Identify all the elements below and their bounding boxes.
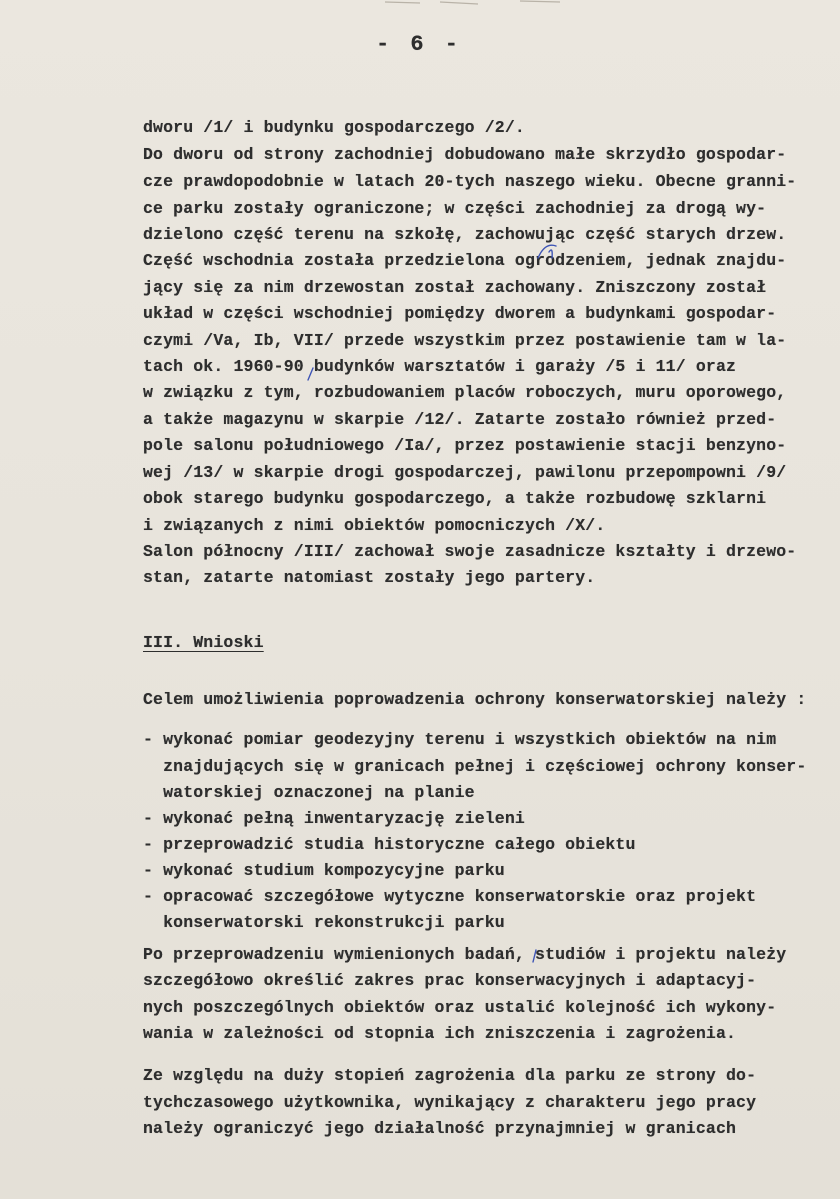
body-line: ce parku zostały ograniczone; w części zachodniej za drogą wy- (143, 199, 767, 218)
body-line: pole salonu południowego /Ia/, przez postawienie stacji benzyno- (143, 436, 787, 455)
paragraph-line: należy ograniczyć jego działalność przynajmniej w granicach (143, 1119, 737, 1138)
paragraph-line: nych poszczególnych obiektów oraz ustalić kolejność ich wykony- (143, 998, 777, 1017)
body-line: w związku z tym, rozbudowaniem placów roboczych, muru oporowego, (143, 383, 787, 402)
paragraph-line: szczegółowo określić zakres prac konserwacyjnych i adaptacyj- (143, 971, 757, 990)
list-item: znajdujących się w granicach pełnej i częściowej ochrony konser- (143, 757, 807, 776)
body-line: cze prawdopodobnie w latach 20-tych naszego wieku. Obecne granni- (143, 172, 797, 191)
body-line: stan, zatarte natomiast zostały jego partery. (143, 568, 596, 587)
body-line: tach ok. 1960-90 budynków warsztatów i garaży /5 i 11/ oraz (143, 357, 737, 376)
body-line: Salon północny /III/ zachował swoje zasadnicze kształty i drzewo- (143, 542, 797, 561)
list-item: - opracować szczegółowe wytyczne konserwatorskie oraz projekt (143, 887, 757, 906)
list-item: - przeprowadzić studia historyczne całego obiektu (143, 835, 636, 854)
page-number: - 6 - (376, 32, 463, 57)
body-line: wej /13/ w skarpie drogi gospodarczej, pawilonu przepompowni /9/ (143, 463, 787, 482)
body-line: dworu /1/ i budynku gospodarczego /2/. (143, 118, 525, 137)
paragraph-line: Po przeprowadzeniu wymienionych badań, studiów i projektu należy (143, 945, 787, 964)
body-line: jący się za nim drzewostan został zachowany. Zniszczony został (143, 278, 767, 297)
body-line: układ w części wschodniej pomiędzy dworem a budynkami gospodar- (143, 304, 777, 323)
list-item: watorskiej oznaczonej na planie (143, 783, 475, 802)
section-heading: III. Wnioski (143, 633, 264, 652)
list-item: - wykonać studium kompozycyjne parku (143, 861, 505, 880)
body-line: i związanych z nimi obiektów pomocniczych /X/. (143, 516, 606, 535)
list-item: - wykonać pełną inwentaryzację zieleni (143, 809, 525, 828)
paragraph-line: wania w zależności od stopnia ich zniszczenia i zagrożenia. (143, 1024, 737, 1043)
body-line: Część wschodnia została przedzielona ogrodzeniem, jednak znajdu- (143, 251, 787, 270)
paragraph-line: tychczasowego użytkownika, wynikający z charakteru jego pracy (143, 1093, 757, 1112)
paragraph-line: Ze względu na duży stopień zagrożenia dla parku ze strony do- (143, 1066, 757, 1085)
body-line: czymi /Va, Ib, VII/ przede wszystkim przez postawienie tam w la- (143, 331, 787, 350)
body-line: dzielono część terenu na szkołę, zachowując część starych drzew. (143, 225, 787, 244)
body-line: a także magazynu w skarpie /12/. Zatarte zostało również przed- (143, 410, 777, 429)
body-line: obok starego budynku gospodarczego, a także rozbudowę szklarni (143, 489, 767, 508)
section-intro: Celem umożliwienia poprowadzenia ochrony konserwatorskiej należy : (143, 690, 807, 709)
body-line: Do dworu od strony zachodniej dobudowano małe skrzydło gospodar- (143, 145, 787, 164)
list-item: - wykonać pomiar geodezyjny terenu i wszystkich obiektów na nim (143, 730, 777, 749)
list-item: konserwatorski rekonstrukcji parku (143, 913, 505, 932)
